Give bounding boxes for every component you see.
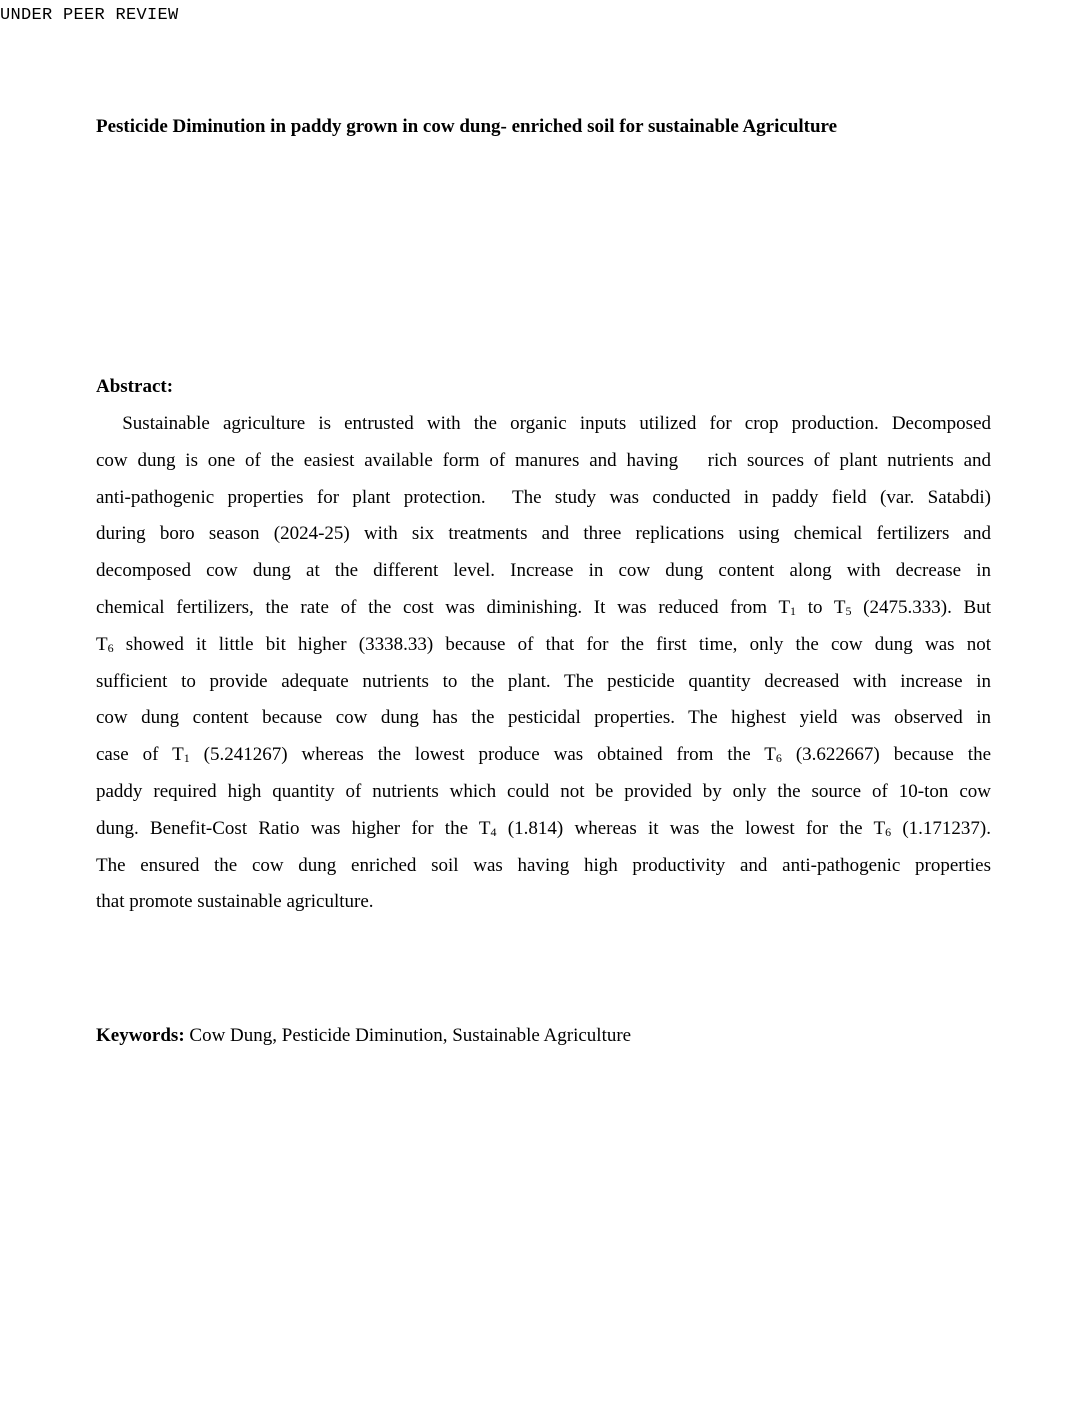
- abstract-line: [96, 848, 991, 885]
- abstract-line: [96, 443, 991, 480]
- subscript: 6: [775, 751, 782, 766]
- text-run: (5.241267) whereas the lowest produce was obtained from the T: [189, 744, 776, 766]
- abstract-body: [96, 406, 991, 921]
- text-run: Sustainable agriculture is entrusted with the organic inputs utilized for crop production. Decomposed: [96, 413, 992, 434]
- keywords-text: Cow Dung, Pesticide Diminution, Sustainable Agriculture: [184, 1025, 632, 1046]
- abstract-line: [96, 664, 991, 701]
- abstract-line: [96, 811, 991, 848]
- abstract-line: [96, 737, 991, 774]
- keywords-label: Keywords:: [96, 1025, 185, 1046]
- text-run: cow dung content because cow dung has the pesticidal properties. The highest yield was observed in: [96, 707, 991, 729]
- text-run: sufficient to provide adequate nutrients to the plant. The pesticide quantity decreased with increase in: [96, 670, 991, 692]
- text-run: (1.814) whereas it was the lowest for the T: [496, 817, 886, 839]
- abstract-line: [96, 516, 991, 553]
- abstract-line: [96, 700, 991, 737]
- text-run: that promote sustainable agriculture.: [96, 891, 374, 913]
- text-run: (2475.333). But: [851, 596, 991, 618]
- text-run: dung. Benefit-Cost Ratio was higher for the T: [96, 817, 491, 839]
- abstract-line: [96, 406, 991, 443]
- text-run: cow dung is one of the easiest available form of manures and having rich sources of plant nutrients and: [96, 449, 991, 471]
- text-run: decomposed cow dung at the different level. Increase in cow dung content along with decrease in: [96, 560, 991, 582]
- abstract-line: [96, 590, 991, 627]
- text-run: anti-pathogenic properties for plant protection. The study was conducted in paddy field (var. Satabdi): [96, 486, 991, 508]
- subscript: 1: [183, 751, 190, 766]
- text-run: case of T: [96, 744, 184, 766]
- subscript: 4: [490, 824, 497, 839]
- text-run: The ensured the cow dung enriched soil was having high productivity and anti-pathogenic properties: [96, 854, 991, 876]
- peer-review-watermark: UNDER PEER REVIEW: [0, 6, 179, 25]
- subscript: 6: [885, 824, 892, 839]
- subscript: 6: [107, 640, 114, 655]
- paper-title: Pesticide Diminution in paddy grown in cow dung- enriched soil for sustainable Agriculture: [96, 116, 838, 137]
- abstract-line: [96, 480, 991, 517]
- text-run: (3.622667) because the: [781, 744, 991, 766]
- text-run: to T: [796, 596, 846, 618]
- subscript: 5: [845, 603, 852, 618]
- abstract-heading: Abstract:: [96, 376, 174, 397]
- abstract-line: [96, 774, 991, 811]
- text-run: showed it little bit higher (3338.33) because of that for the first time, only the cow dung was not: [113, 633, 991, 655]
- abstract-line: [96, 553, 991, 590]
- keywords: [96, 1025, 631, 1047]
- text-run: during boro season (2024-25) with six treatments and three replications using chemical fertilizers and: [96, 523, 991, 545]
- text-run: T: [96, 633, 108, 655]
- abstract-line: [96, 884, 991, 921]
- abstract-line: [96, 627, 991, 664]
- text-run: chemical fertilizers, the rate of the cost was diminishing. It was reduced from T: [96, 596, 791, 618]
- subscript: 1: [790, 603, 797, 618]
- text-run: (1.171237).: [891, 817, 992, 839]
- text-run: paddy required high quantity of nutrients which could not be provided by only the source of 10-ton cow: [96, 780, 991, 802]
